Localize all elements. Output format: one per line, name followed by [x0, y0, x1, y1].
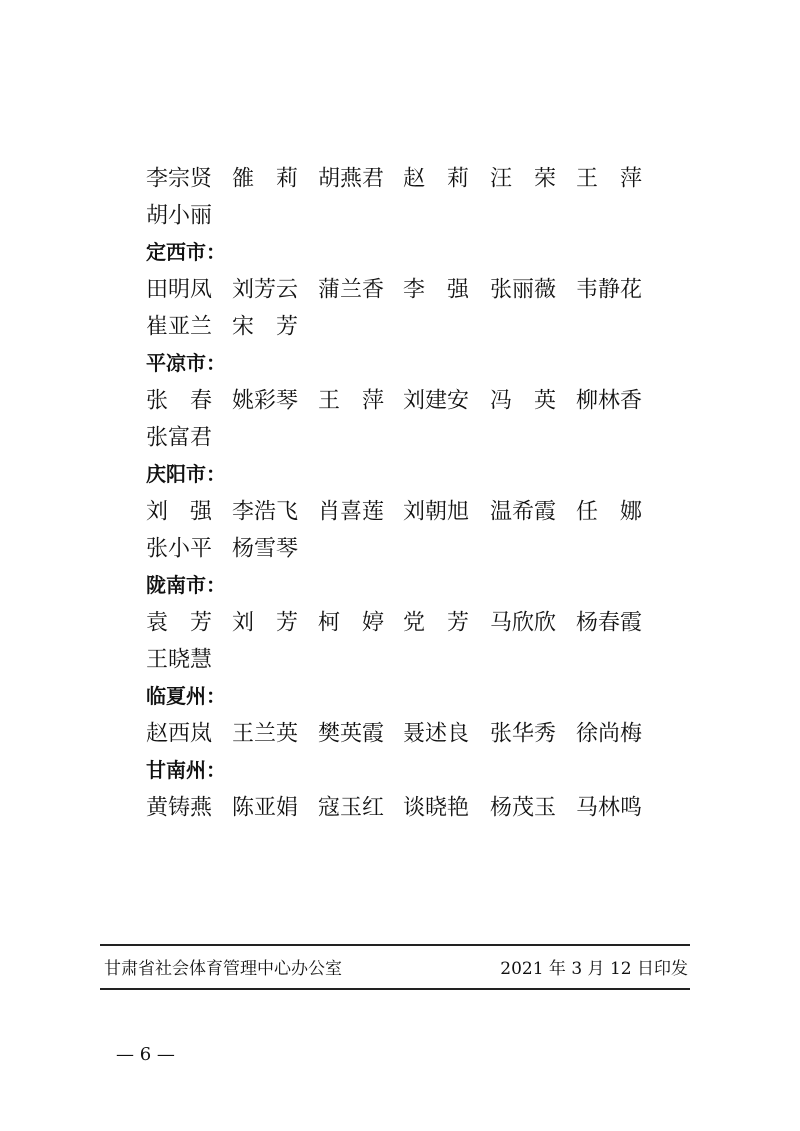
- person-name: 温希霞: [490, 499, 557, 524]
- name-list: [146, 158, 646, 824]
- city-heading-row: [146, 454, 646, 491]
- person-name: 樊英霞: [318, 721, 385, 746]
- person-name: 任 娜: [576, 499, 643, 524]
- city-heading: 临夏州：: [146, 684, 226, 708]
- city-heading-row: [146, 750, 646, 787]
- city-heading: 庆阳市：: [146, 462, 226, 486]
- person-name: 张华秀: [490, 721, 557, 746]
- person-name: 张 春: [146, 388, 213, 413]
- person-name: 刘芳云: [232, 277, 299, 302]
- person-name: 张富君: [146, 425, 213, 450]
- person-name: 胡燕君: [318, 166, 385, 191]
- person-name: 刘朝旭: [403, 499, 470, 524]
- city-heading: 平凉市：: [146, 351, 226, 375]
- person-name: 张小平: [146, 536, 213, 561]
- name-row: [146, 306, 646, 343]
- person-name: 宋 芳: [232, 314, 299, 339]
- person-name: 汪 荣: [490, 166, 557, 191]
- person-name: 李浩飞: [232, 499, 299, 524]
- person-name: 谈晓艳: [403, 795, 470, 820]
- person-name: 刘 芳: [232, 610, 299, 635]
- city-heading-row: [146, 232, 646, 269]
- person-name: 雒 莉: [232, 166, 299, 191]
- name-row: [146, 713, 646, 750]
- name-row: [146, 528, 646, 565]
- person-name: 聂述良: [403, 721, 470, 746]
- city-heading: 定西市：: [146, 240, 226, 264]
- person-name: 党 芳: [403, 610, 470, 635]
- person-name: 黄铸燕: [146, 795, 213, 820]
- person-name: 李 强: [403, 277, 470, 302]
- name-row: [146, 269, 646, 306]
- name-row: [146, 602, 646, 639]
- person-name: 赵西岚: [146, 721, 213, 746]
- person-name: 王 萍: [318, 388, 385, 413]
- person-name: 蒲兰香: [318, 277, 385, 302]
- name-row: [146, 787, 646, 824]
- issuing-organization: 甘肃省社会体育管理中心办公室: [104, 959, 342, 979]
- person-name: 王 萍: [576, 166, 643, 191]
- person-name: 张丽薇: [490, 277, 557, 302]
- name-row: [146, 639, 646, 676]
- name-row: [146, 380, 646, 417]
- person-name: 杨茂玉: [490, 795, 557, 820]
- person-name: 李宗贤: [146, 166, 213, 191]
- person-name: 赵 莉: [403, 166, 470, 191]
- issue-date: 2021 年 3 月 12 日印发: [500, 959, 688, 979]
- footer-bottom-rule: [100, 988, 690, 990]
- person-name: 寇玉红: [318, 795, 385, 820]
- person-name: 肖喜莲: [318, 499, 385, 524]
- page-number: — 6 —: [116, 1044, 175, 1065]
- name-row: [146, 195, 646, 232]
- name-row: [146, 417, 646, 454]
- name-row: [146, 158, 646, 195]
- person-name: 姚彩琴: [232, 388, 299, 413]
- city-heading: 陇南市：: [146, 573, 226, 597]
- city-heading-row: [146, 343, 646, 380]
- footer-top-rule: [100, 944, 690, 946]
- person-name: 田明凤: [146, 277, 213, 302]
- person-name: 马林鸣: [576, 795, 643, 820]
- person-name: 刘建安: [403, 388, 470, 413]
- person-name: 崔亚兰: [146, 314, 213, 339]
- person-name: 杨雪琴: [232, 536, 299, 561]
- footer-issue-line: [104, 954, 688, 979]
- person-name: 冯 英: [490, 388, 557, 413]
- person-name: 徐尚梅: [576, 721, 643, 746]
- person-name: 胡小丽: [146, 203, 213, 228]
- person-name: 袁 芳: [146, 610, 213, 635]
- person-name: 杨春霞: [576, 610, 643, 635]
- person-name: 马欣欣: [490, 610, 557, 635]
- person-name: 陈亚娟: [232, 795, 299, 820]
- city-heading: 甘南州：: [146, 758, 226, 782]
- person-name: 韦静花: [576, 277, 643, 302]
- person-name: 柯 婷: [318, 610, 385, 635]
- city-heading-row: [146, 565, 646, 602]
- name-row: [146, 491, 646, 528]
- city-heading-row: [146, 676, 646, 713]
- person-name: 刘 强: [146, 499, 213, 524]
- person-name: 王兰英: [232, 721, 299, 746]
- person-name: 柳林香: [576, 388, 643, 413]
- person-name: 王晓慧: [146, 647, 213, 672]
